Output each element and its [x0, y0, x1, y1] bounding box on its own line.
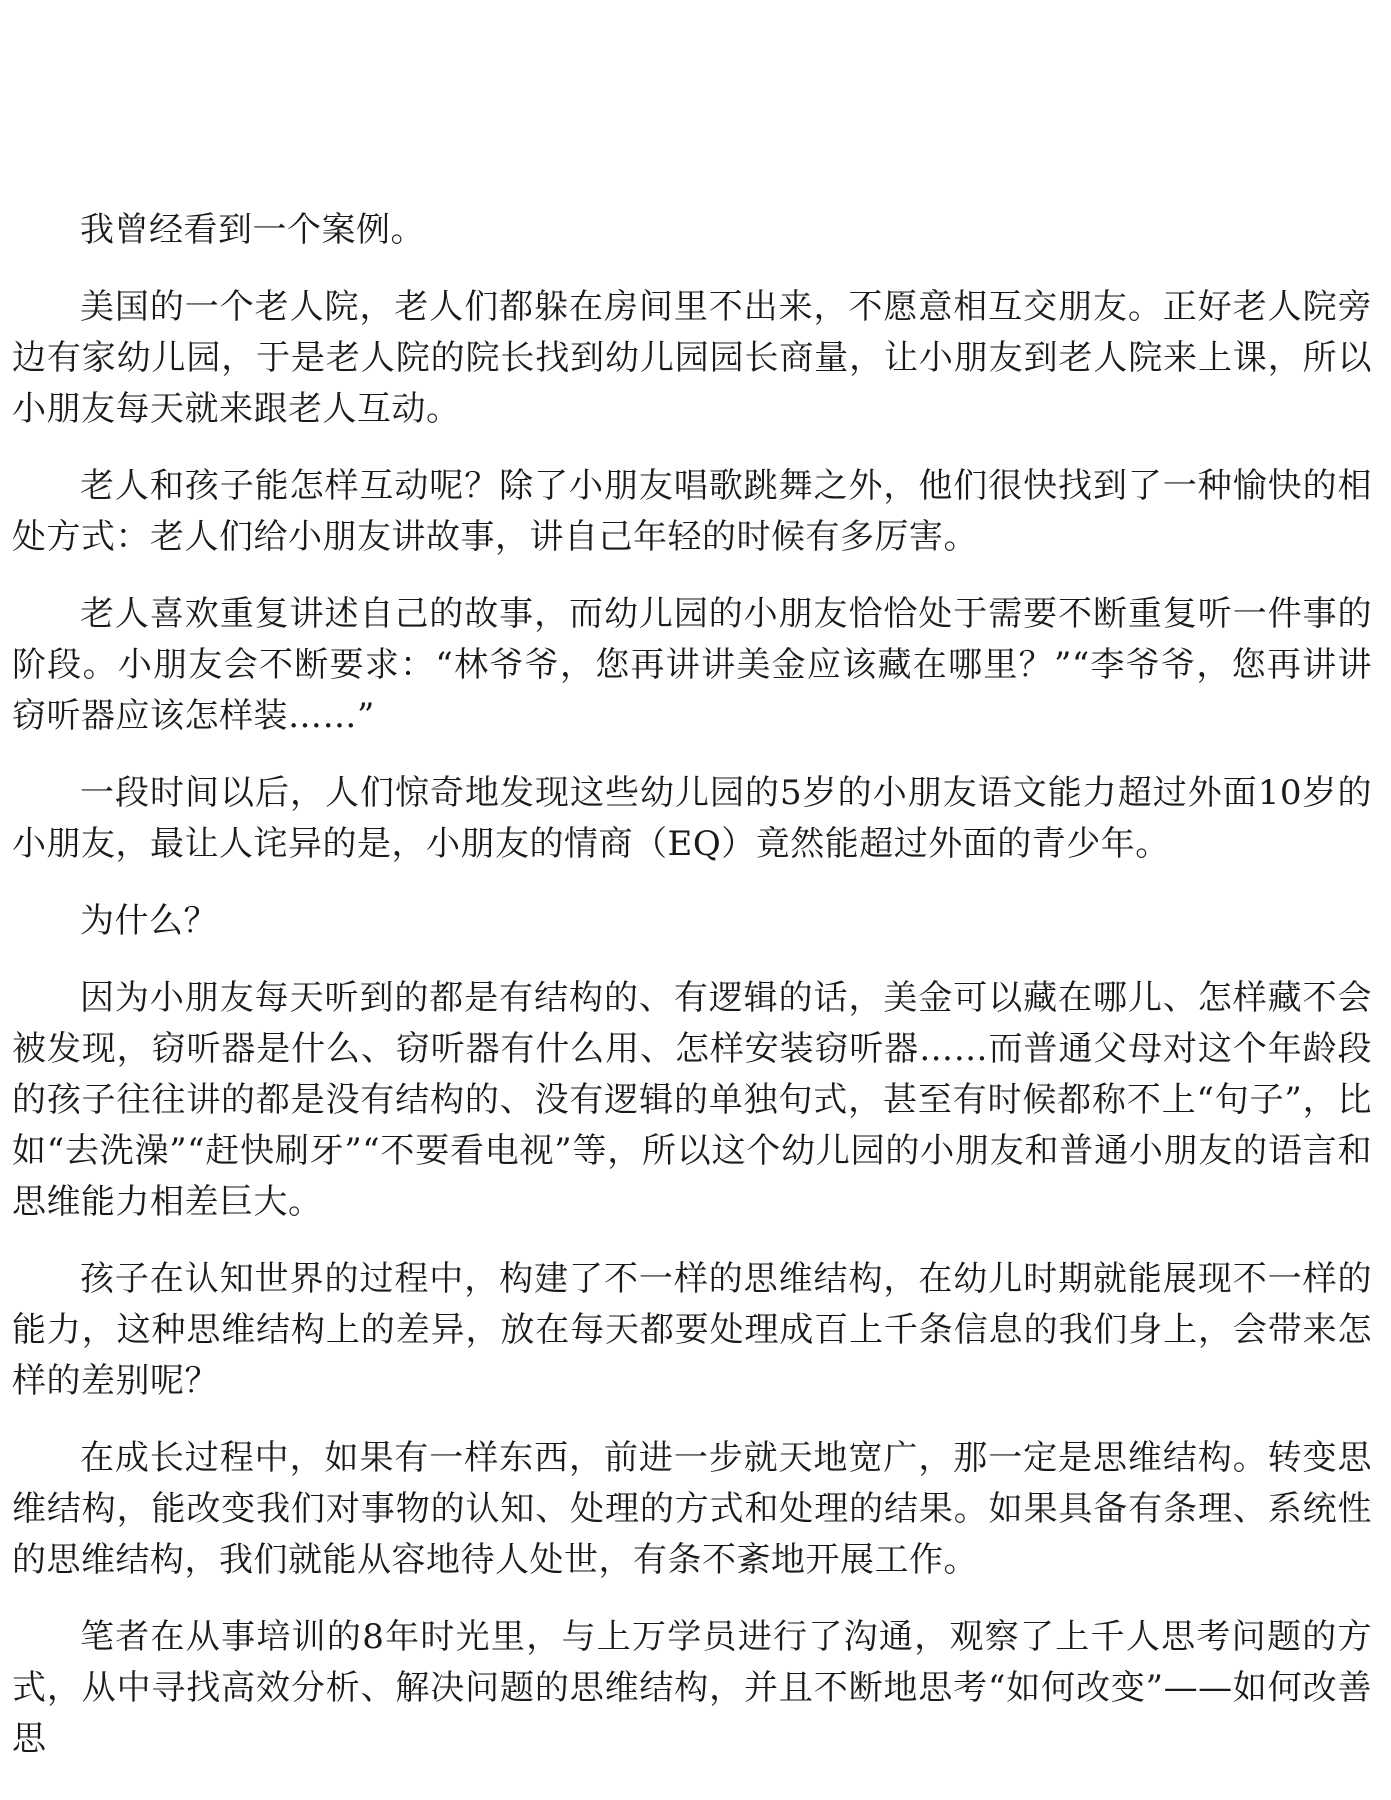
paragraph-7: 因为小朋友每天听到的都是有结构的、有逻辑的话，美金可以藏在哪儿、怎样藏不会被发现，窃听器是什么、窃听器有什么用、怎样安装窃听器……而普通父母对这个年龄段的孩子往往讲的都是没有结构的、没有逻辑的单独句式，甚至有时候都称不上“句子”，比如“去洗澡”“赶快刷牙”“不要看电视”等，所以这个幼儿园的小朋友和普通小朋友的语言和思维能力相差巨大。: [12, 978, 1372, 1222]
paragraph-4: 老人喜欢重复讲述自己的故事，而幼儿园的小朋友恰恰处于需要不断重复听一件事的阶段。小朋友会不断要求：“林爷爷，您再讲讲美金应该藏在哪里？”“李爷爷，您再讲讲窃听器应该怎样装……”: [12, 594, 1372, 736]
paragraph-5: 一段时间以后，人们惊奇地发现这些幼儿园的5岁的小朋友语文能力超过外面10岁的小朋友，最让人诧异的是，小朋友的情商（EQ）竟然能超过外面的青少年。: [12, 773, 1372, 864]
paragraph-8: 孩子在认知世界的过程中，构建了不一样的思维结构，在幼儿时期就能展现不一样的能力，这种思维结构上的差异，放在每天都要处理成百上千条信息的我们身上，会带来怎样的差别呢？: [12, 1259, 1372, 1401]
paragraph-9: 在成长过程中，如果有一样东西，前进一步就天地宽广，那一定是思维结构。转变思维结构，能改变我们对事物的认知、处理的方式和处理的结果。如果具备有条理、系统性的思维结构，我们就能从容地待人处世，有条不紊地开展工作。: [12, 1438, 1372, 1580]
paragraph-2: 美国的一个老人院，老人们都躲在房间里不出来，不愿意相互交朋友。正好老人院旁边有家幼儿园，于是老人院的院长找到幼儿园园长商量，让小朋友到老人院来上课，所以小朋友每天就来跟老人互动。: [12, 287, 1372, 429]
paragraph-1: 我曾经看到一个案例。: [80, 210, 425, 250]
paragraph-6: 为什么？: [80, 901, 218, 941]
paragraph-10: 笔者在从事培训的8年时光里，与上万学员进行了沟通，观察了上千人思考问题的方式，从中寻找高效分析、解决问题的思维结构，并且不断地思考“如何改变”——如何改善思: [12, 1617, 1372, 1759]
body-text: [12, 205, 1372, 1791]
paragraph-3: 老人和孩子能怎样互动呢？除了小朋友唱歌跳舞之外，他们很快找到了一种愉快的相处方式：老人们给小朋友讲故事，讲自己年轻的时候有多厉害。: [12, 466, 1372, 557]
